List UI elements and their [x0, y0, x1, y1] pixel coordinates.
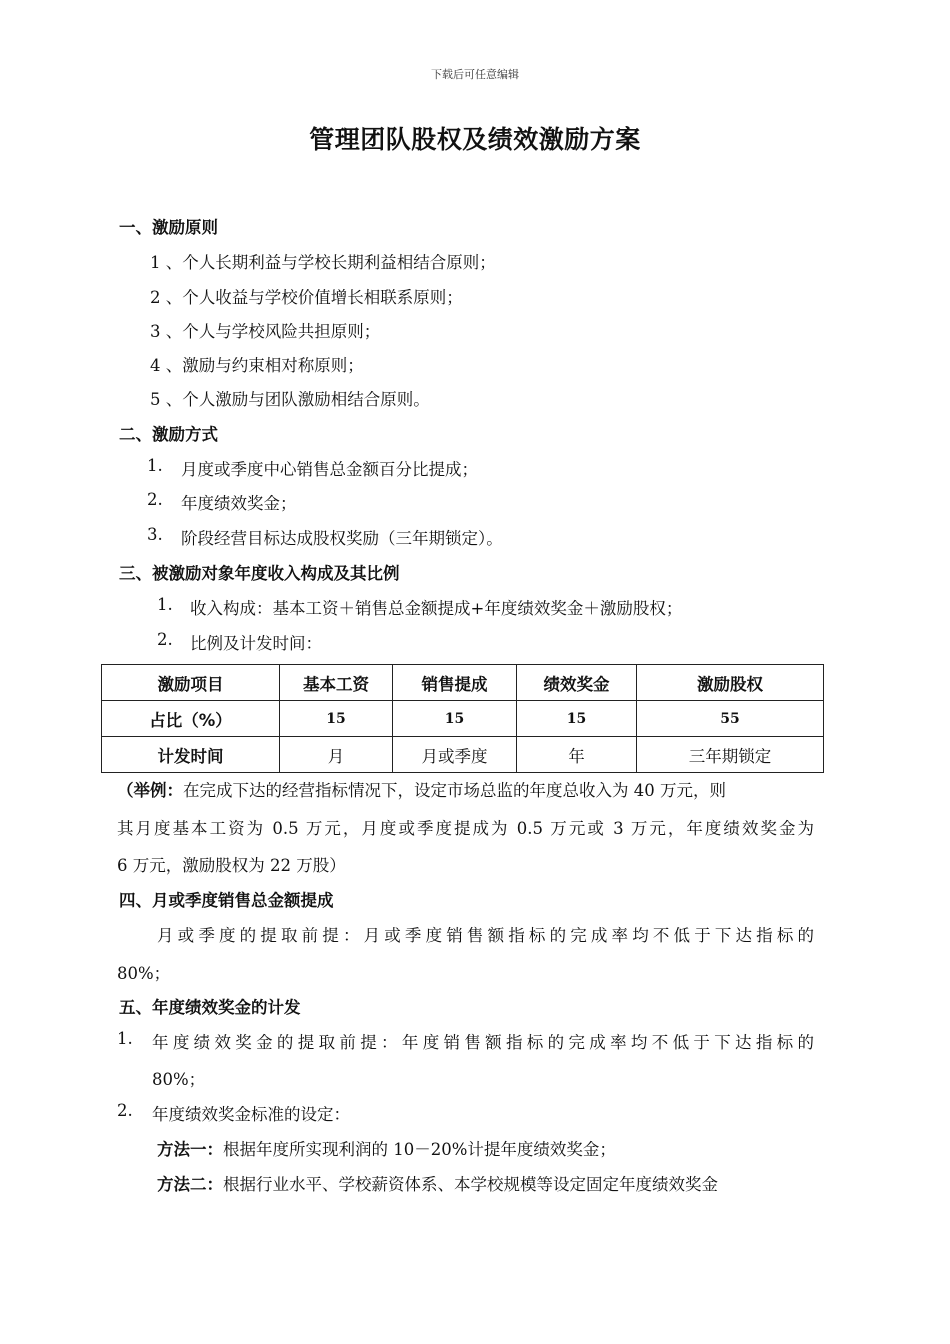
example-paragraph — [117, 777, 814, 801]
commission-paragraph: 月或季度的提取前提：月或季度销售额指标的完成率均不低于下达指标的 — [157, 926, 814, 945]
table-header-cell: 激励项目 — [102, 665, 280, 701]
example-label: （举例： — [117, 781, 183, 800]
principle-item: 5 、个人激励与团队激励相结合原则。 — [150, 390, 430, 409]
income-ratio-table — [101, 664, 824, 773]
table-row — [102, 737, 824, 773]
bonus-item-text: 年度绩效奖金的提取前提：年度销售额指标的完成率均不低于下达指标的 — [152, 1033, 814, 1052]
document-title: 管理团队股权及绩效激励方案 — [309, 125, 641, 154]
bonus-item-text: 年度绩效奖金标准的设定： — [152, 1105, 350, 1124]
table-row-label: 计发时间 — [102, 737, 280, 773]
bonus-item-number: 1. — [117, 1029, 133, 1048]
example-text-line: 6 万元，激励股权为 22 万股） — [117, 856, 346, 875]
method-item-number: 1. — [147, 456, 163, 475]
section-3-heading: 三、被激励对象年度收入构成及其比例 — [119, 564, 400, 583]
method-one-label: 方法一： — [157, 1140, 223, 1159]
principle-item: 1 、个人长期利益与学校长期利益相结合原则； — [150, 253, 496, 272]
table-cell: 15 — [280, 701, 393, 737]
section-5-heading: 五、年度绩效奖金的计发 — [119, 998, 301, 1017]
table-header-cell: 基本工资 — [280, 665, 393, 701]
method-two — [157, 1171, 718, 1195]
section-2-heading: 二、激励方式 — [119, 425, 218, 444]
section-4-heading: 四、月或季度销售总金额提成 — [119, 891, 334, 910]
table-cell: 55 — [637, 701, 824, 737]
table-cell: 月 — [280, 737, 393, 773]
income-item-number: 2. — [157, 630, 173, 649]
method-two-text: 根据行业水平、学校薪资体系、本学校规模等设定固定年度绩效奖金 — [223, 1175, 718, 1194]
table-cell: 年 — [517, 737, 637, 773]
method-one-text: 根据年度所实现利润的 10－20%计提年度绩效奖金； — [223, 1140, 616, 1159]
table-cell: 15 — [517, 701, 637, 737]
principle-item: 4 、激励与约束相对称原则； — [150, 356, 364, 375]
method-two-label: 方法二： — [157, 1175, 223, 1194]
table-header-row — [102, 665, 824, 701]
principle-item: 2 、个人收益与学校价值增长相联系原则； — [150, 288, 463, 307]
example-text-line: 其月度基本工资为 0.5 万元，月度或季度提成为 0.5 万元或 3 万元，年度绩效奖金为 — [117, 819, 814, 838]
section-1-heading: 一、激励原则 — [119, 218, 218, 237]
table-row — [102, 701, 824, 737]
table-header-cell: 激励股权 — [637, 665, 824, 701]
page-header-note: 下载后可任意编辑 — [431, 68, 519, 81]
method-one — [157, 1136, 616, 1160]
bonus-item-number: 2. — [117, 1101, 133, 1120]
table-cell: 三年期锁定 — [637, 737, 824, 773]
table-header-cell: 绩效奖金 — [517, 665, 637, 701]
method-item-number: 2. — [147, 490, 163, 509]
method-item-text: 月度或季度中心销售总金额百分比提成； — [181, 460, 478, 479]
bonus-item-text-cont: 80%； — [152, 1070, 206, 1089]
example-text: 在完成下达的经营指标情况下，设定市场总监的年度总收入为 40 万元，则 — [183, 781, 726, 800]
income-item-text: 比例及计发时间： — [190, 634, 322, 653]
table-header-cell: 销售提成 — [393, 665, 517, 701]
method-item-number: 3. — [147, 525, 163, 544]
income-item-number: 1. — [157, 595, 173, 614]
table-cell: 月或季度 — [393, 737, 517, 773]
method-item-text: 阶段经营目标达成股权奖励（三年期锁定）。 — [181, 529, 503, 548]
commission-paragraph-cont: 80%； — [117, 964, 171, 983]
table-row-label: 占比（%） — [102, 701, 280, 737]
table-cell: 15 — [393, 701, 517, 737]
method-item-text: 年度绩效奖金； — [181, 494, 297, 513]
principle-item: 3 、个人与学校风险共担原则； — [150, 322, 381, 341]
income-item-text: 收入构成：基本工资＋销售总金额提成+年度绩效奖金＋激励股权； — [190, 599, 683, 618]
